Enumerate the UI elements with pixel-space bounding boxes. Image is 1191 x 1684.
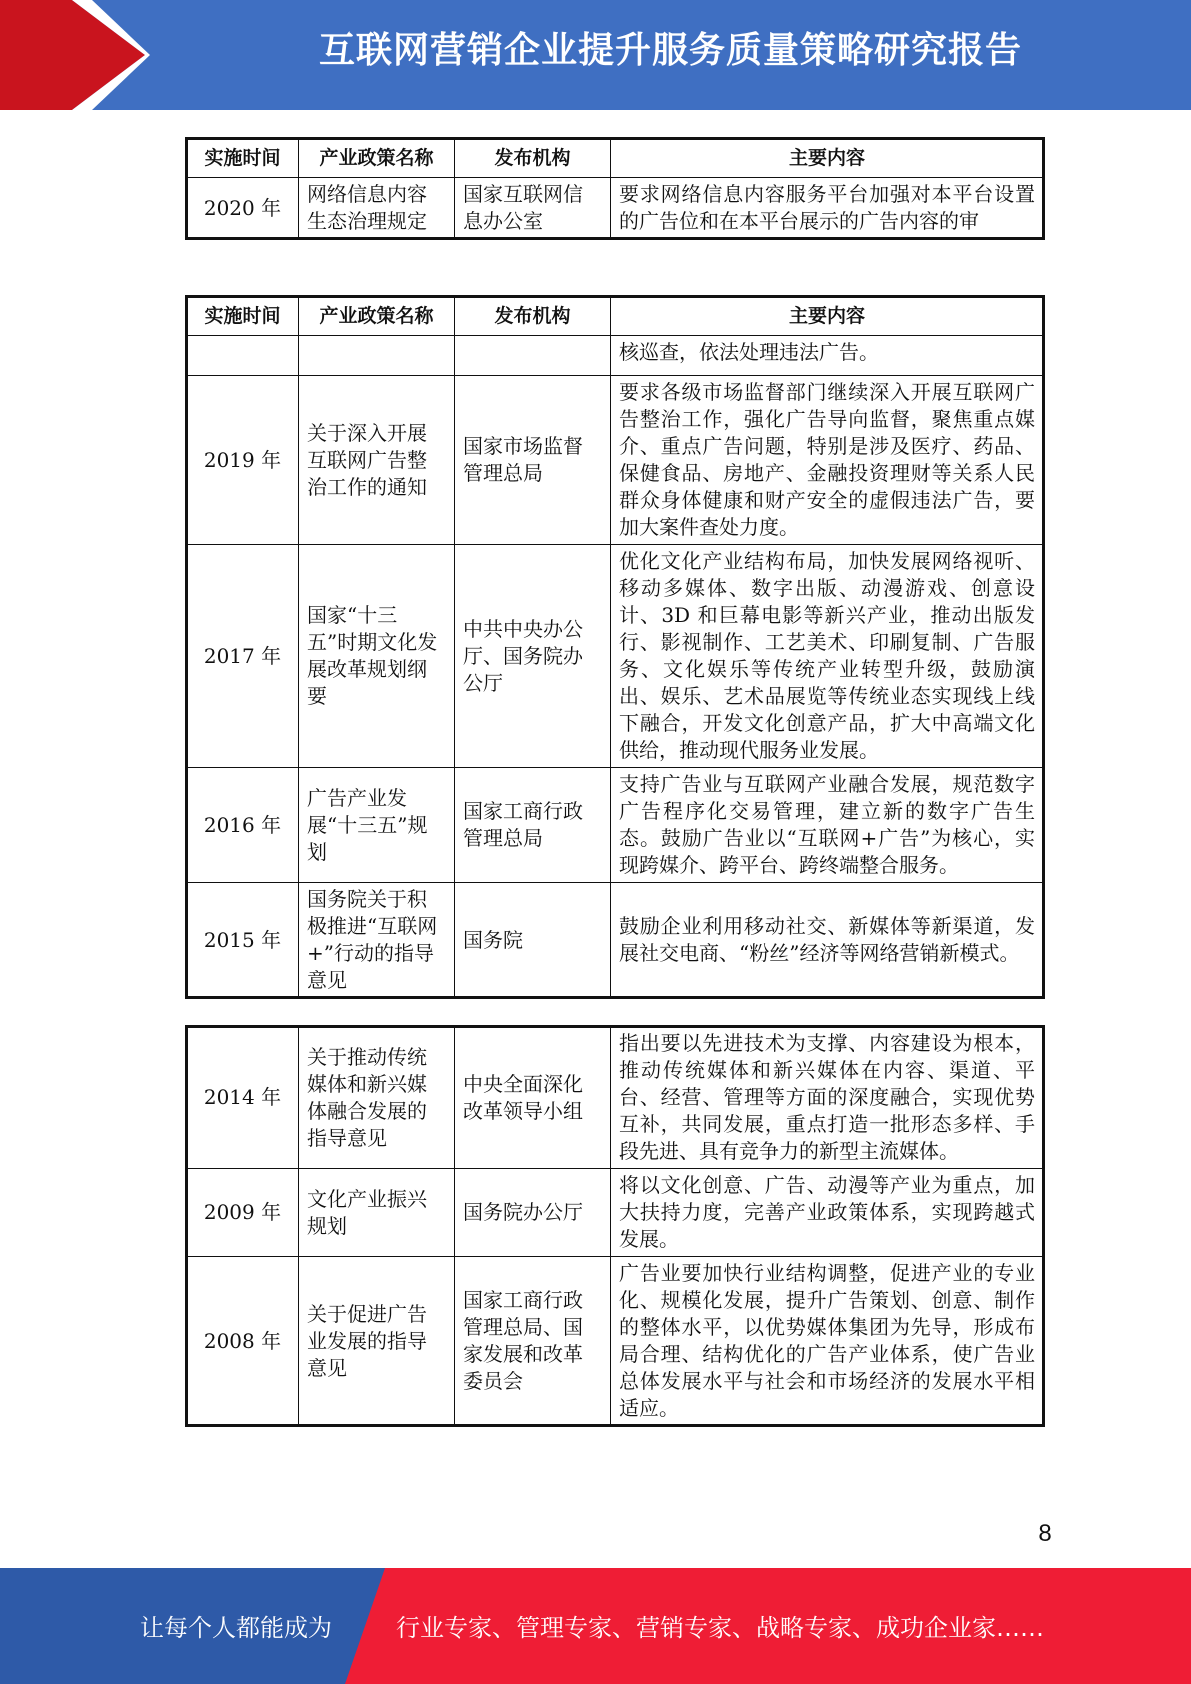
- cell-year: 2009 年: [187, 1169, 299, 1257]
- table-row: [187, 545, 1044, 768]
- table-header-row: [187, 139, 1044, 178]
- table-row: [187, 768, 1044, 883]
- policy-table-2: [186, 296, 1044, 998]
- cell-policy-name: 广告产业发展“十三五”规划: [299, 768, 455, 883]
- header-banner: [0, 0, 1191, 110]
- footer-banner: [0, 1568, 1191, 1684]
- cell-policy-name: 关于促进广告业发展的指导意见: [299, 1257, 455, 1426]
- cell-issuer: 国家互联网信息办公室: [455, 178, 611, 239]
- cell-policy-name: [299, 336, 455, 376]
- cell-content: 核巡查，依法处理违法广告。: [611, 336, 1044, 376]
- report-title: 互联网营销企业提升服务质量策略研究报告: [318, 30, 1022, 71]
- table-row: [187, 178, 1044, 239]
- header-arrow-decoration: [0, 0, 150, 110]
- cell-year: 2016 年: [187, 768, 299, 883]
- cell-year: 2015 年: [187, 883, 299, 998]
- cell-policy-name: 网络信息内容生态治理规定: [299, 178, 455, 239]
- table-row: [187, 883, 1044, 998]
- cell-year: 2017 年: [187, 545, 299, 768]
- cell-content: 要求网络信息内容服务平台加强对本平台设置的广告位和在本平台展示的广告内容的审: [611, 178, 1044, 239]
- col-header-year: 实施时间: [187, 139, 299, 178]
- cell-content: 指出要以先进技术为支撑、内容建设为根本，推动传统媒体和新兴媒体在内容、渠道、平台、经营、管理等方面的深度融合，实现优势互补，共同发展，重点打造一批形态多样、手段先进、具有竞争力的新型主流媒体。: [611, 1027, 1044, 1169]
- policy-table-3: [186, 1026, 1044, 1426]
- cell-content: 鼓励企业利用移动社交、新媒体等新渠道，发展社交电商、“粉丝”经济等网络营销新模式。: [611, 883, 1044, 998]
- cell-year: 2019 年: [187, 376, 299, 545]
- footer-slogan-right: 行业专家、管理专家、营销专家、战略专家、成功企业家……: [396, 1614, 1044, 1642]
- cell-issuer: 国家市场监督管理总局: [455, 376, 611, 545]
- cell-year: 2014 年: [187, 1027, 299, 1169]
- cell-policy-name: 国家“十三五”时期文化发展改革规划纲要: [299, 545, 455, 768]
- col-header-issuer: 发布机构: [455, 297, 611, 336]
- cell-content: 支持广告业与互联网产业融合发展，规范数字广告程序化交易管理，建立新的数字广告生态。鼓励广告业以“互联网+广告”为核心，实现跨媒介、跨平台、跨终端整合服务。: [611, 768, 1044, 883]
- cell-content: 将以文化创意、广告、动漫等产业为重点，加大扶持力度，完善产业政策体系，实现跨越式发展。: [611, 1169, 1044, 1257]
- cell-policy-name: 国务院关于积极推进“互联网+”行动的指导意见: [299, 883, 455, 998]
- page-number: 8: [1038, 1520, 1052, 1547]
- table-row: [187, 1257, 1044, 1426]
- cell-issuer: 国家工商行政管理总局、国家发展和改革委员会: [455, 1257, 611, 1426]
- cell-policy-name: 关于推动传统媒体和新兴媒体融合发展的指导意见: [299, 1027, 455, 1169]
- table-row: [187, 1027, 1044, 1169]
- cell-year: 2020 年: [187, 178, 299, 239]
- col-header-issuer: 发布机构: [455, 139, 611, 178]
- table-row: [187, 1169, 1044, 1257]
- cell-year: [187, 336, 299, 376]
- cell-policy-name: 文化产业振兴规划: [299, 1169, 455, 1257]
- cell-content: 要求各级市场监督部门继续深入开展互联网广告整治工作，强化广告导向监督，聚焦重点媒介、重点广告问题，特别是涉及医疗、药品、保健食品、房地产、金融投资理财等关系人民群众身体健康和财产安全的虚假违法广告，要加大案件查处力度。: [611, 376, 1044, 545]
- cell-issuer: 国家工商行政管理总局: [455, 768, 611, 883]
- table-header-row: [187, 297, 1044, 336]
- cell-content: 优化文化产业结构布局，加快发展网络视听、移动多媒体、数字出版、动漫游戏、创意设计、3D 和巨幕电影等新兴产业，推动出版发行、影视制作、工艺美术、印刷复制、广告服务、文化娱乐等传统产业转型升级，鼓励演出、娱乐、艺术品展览等传统业态实现线上线下融合，开发文化创意产品，扩大中高端文化供给，推动现代服务业发展。: [611, 545, 1044, 768]
- col-header-year: 实施时间: [187, 297, 299, 336]
- cell-issuer: 中共中央办公厅、国务院办公厅: [455, 545, 611, 768]
- cell-issuer: [455, 336, 611, 376]
- footer-slogan-left: 让每个人都能成为: [140, 1614, 332, 1642]
- cell-year: 2008 年: [187, 1257, 299, 1426]
- policy-table-1: [186, 138, 1044, 239]
- cell-issuer: 中央全面深化改革领导小组: [455, 1027, 611, 1169]
- col-header-content: 主要内容: [611, 139, 1044, 178]
- table-row: [187, 336, 1044, 376]
- col-header-content: 主要内容: [611, 297, 1044, 336]
- cell-content: 广告业要加快行业结构调整，促进产业的专业化、规模化发展，提升广告策划、创意、制作的整体水平，以优势媒体集团为先导，形成布局合理、结构优化的广告产业体系，使广告业总体发展水平与社会和市场经济的发展水平相适应。: [611, 1257, 1044, 1426]
- table-row: [187, 376, 1044, 545]
- cell-issuer: 国务院办公厅: [455, 1169, 611, 1257]
- col-header-policy-name: 产业政策名称: [299, 139, 455, 178]
- cell-policy-name: 关于深入开展互联网广告整治工作的通知: [299, 376, 455, 545]
- cell-issuer: 国务院: [455, 883, 611, 998]
- col-header-policy-name: 产业政策名称: [299, 297, 455, 336]
